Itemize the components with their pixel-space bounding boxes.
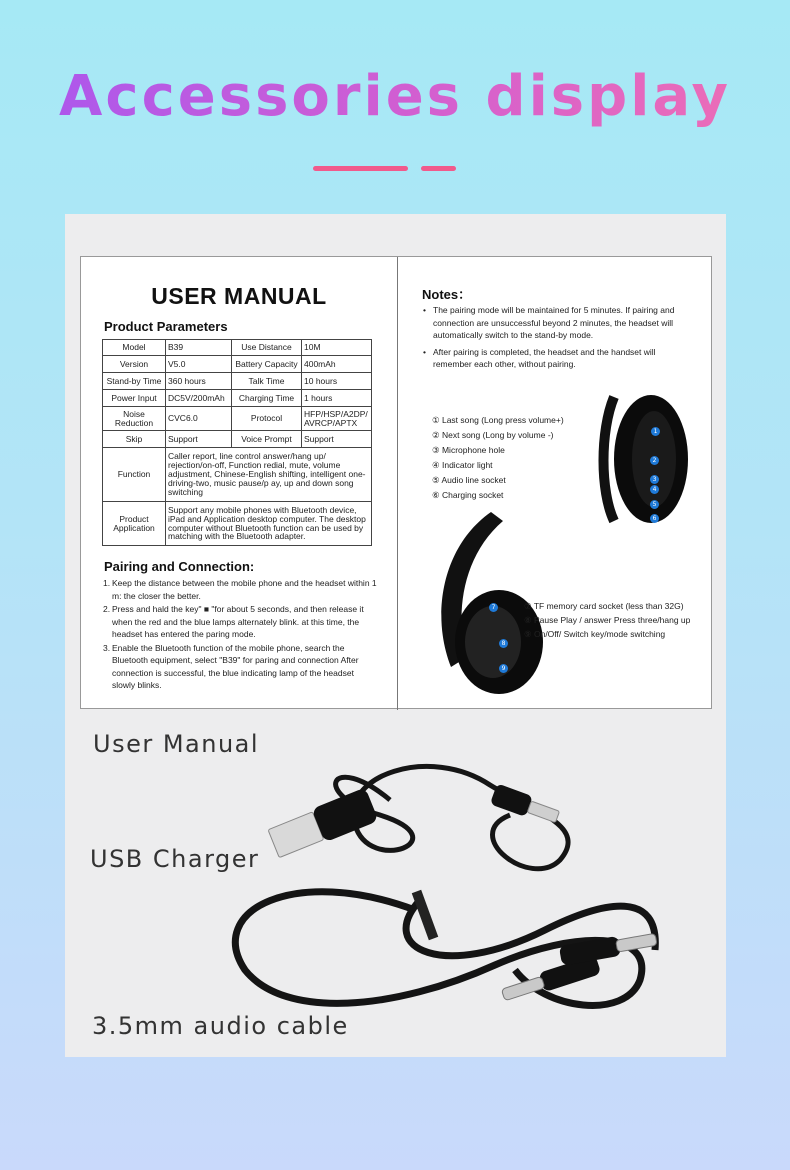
list-item: ④ Indicator light: [432, 460, 493, 470]
param-value: 1 hours: [302, 390, 372, 407]
table-row: [103, 356, 372, 373]
param-value: 10 hours: [302, 373, 372, 390]
list-item: ⑧ Pause Play / answer Press three/hang up: [524, 615, 691, 625]
param-label: Protocol: [232, 407, 302, 431]
usb-cable-image: [260, 755, 590, 880]
param-value: B39: [166, 340, 232, 356]
param-label: Talk Time: [232, 373, 302, 390]
param-label: Skip: [103, 431, 166, 448]
table-row: [103, 502, 372, 546]
list-item: ① Last song (Long press volume+): [432, 415, 564, 425]
manual-title: USER MANUAL: [151, 283, 327, 309]
list-item: • After pairing is completed, the headset and the handset will remember each other, without pairing.: [423, 346, 693, 371]
pairing-heading: Pairing and Connection:: [104, 559, 255, 574]
list-item: [103, 642, 378, 692]
step-number: 3.: [103, 642, 111, 653]
accent-dash-long: [313, 166, 408, 171]
list-item: [103, 577, 378, 602]
table-row: [103, 390, 372, 407]
marker-5-icon: 5: [650, 500, 659, 509]
param-value: Support: [302, 431, 372, 448]
audio-plug-tip: [616, 933, 657, 952]
table-row: [103, 431, 372, 448]
caption-usb-charger: USB Charger: [90, 845, 260, 873]
param-value: CVC6.0: [166, 407, 232, 431]
micro-usb-body: [490, 783, 533, 817]
table-row: [103, 407, 372, 431]
marker-7-icon: 7: [489, 603, 498, 612]
params-table: [102, 339, 372, 546]
caption-audio-cable: 3.5mm audio cable: [92, 1012, 349, 1040]
marker-9-icon: 9: [499, 664, 508, 673]
param-label: Model: [103, 340, 166, 356]
param-value: 400mAh: [302, 356, 372, 373]
headset-side-image: [596, 391, 691, 528]
caption-user-manual: User Manual: [93, 730, 260, 758]
list-item: ⑤ Audio line socket: [432, 475, 506, 485]
param-value: 10M: [302, 340, 372, 356]
marker-4-icon: 4: [650, 485, 659, 494]
user-manual-sheet: [80, 256, 712, 709]
marker-2-icon: 2: [650, 456, 659, 465]
param-value: HFP/HSP/A2DP/ AVRCP/APTX: [302, 407, 372, 431]
list-item: ③ Microphone hole: [432, 445, 505, 455]
list-item: [103, 603, 378, 641]
notes-list: [423, 304, 693, 375]
marker-1-icon: 1: [651, 427, 660, 436]
accent-dash-short: [421, 166, 456, 171]
application-label: Product Application: [103, 502, 166, 546]
param-label: Power Input: [103, 390, 166, 407]
audio-cable-image: [215, 870, 665, 1020]
function-text: Caller report, line control answer/hang up/ rejection/on-off, Function redial, mute, volume adjustment, Chinese-English shifting, intelligent one-driving-two, music pause/p ay, up and down song switching: [166, 448, 372, 502]
param-label: Version: [103, 356, 166, 373]
notes-heading: Notes：: [422, 287, 472, 302]
table-row: [103, 340, 372, 356]
step-text: Keep the distance between the mobile phone and the headset within 1 m: the closer the better.: [112, 578, 377, 601]
step-text: Enable the Bluetooth function of the mobile phone, search the Bluetooth equipment, select "B39" for paring and connection After connection is successful, the blue indicating lamp of the headset slowly blinks.: [112, 642, 359, 690]
param-value: 360 hours: [166, 373, 232, 390]
param-value: DC5V/200mAh: [166, 390, 232, 407]
marker-8-icon: 8: [499, 639, 508, 648]
application-text: Support any mobile phones with Bluetooth device, iPad and Application desktop computer. The desktop computer without Bluetooth function can be used by matching with the Bluetooth adapter.: [166, 502, 372, 546]
param-value: V5.0: [166, 356, 232, 373]
param-label: Voice Prompt: [232, 431, 302, 448]
list-item: • The pairing mode will be maintained for 5 minutes. If pairing and connection are unsuccessful beyond 2 minutes, the headset will automatically switch to the stand-by mode.: [423, 304, 693, 342]
marker-3-icon: 3: [650, 475, 659, 484]
feature-list-bottom: [524, 599, 690, 641]
param-value: Support: [166, 431, 232, 448]
manual-fold-line: [397, 257, 398, 710]
step-text: Press and hald the key" ■ "for about 5 seconds, and then release it when the red and the blue lamps alternately blink. at this time, the headset has entered the paring mode.: [112, 604, 364, 639]
cable-tie: [412, 890, 438, 940]
param-label: Stand-by Time: [103, 373, 166, 390]
list-item: ⑨ On/Off/ Switch key/mode switching: [524, 629, 666, 639]
params-heading: Product Parameters: [104, 319, 228, 334]
step-number: 1.: [103, 578, 111, 588]
step-number: 2.: [103, 604, 111, 614]
param-label: Noise Reduction: [103, 407, 166, 431]
table-row: [103, 448, 372, 502]
pairing-steps: [103, 577, 378, 693]
param-label: Battery Capacity: [232, 356, 302, 373]
function-label: Function: [103, 448, 166, 502]
headband-shape: [604, 397, 615, 521]
micro-usb-tip: [527, 801, 559, 823]
table-row: [103, 373, 372, 390]
page-headline: Accessories display: [0, 64, 790, 129]
list-item: ⑦ TF memory card socket (less than 32G): [524, 601, 684, 611]
earcup-cushion: [465, 606, 521, 678]
list-item: ② Next song (Long by volume -): [432, 430, 554, 440]
feature-list-top: [432, 413, 564, 503]
list-item: ⑥ Charging socket: [432, 490, 504, 500]
param-label: Charging Time: [232, 390, 302, 407]
param-label: Use Distance: [232, 340, 302, 356]
marker-6-icon: 6: [650, 514, 659, 523]
